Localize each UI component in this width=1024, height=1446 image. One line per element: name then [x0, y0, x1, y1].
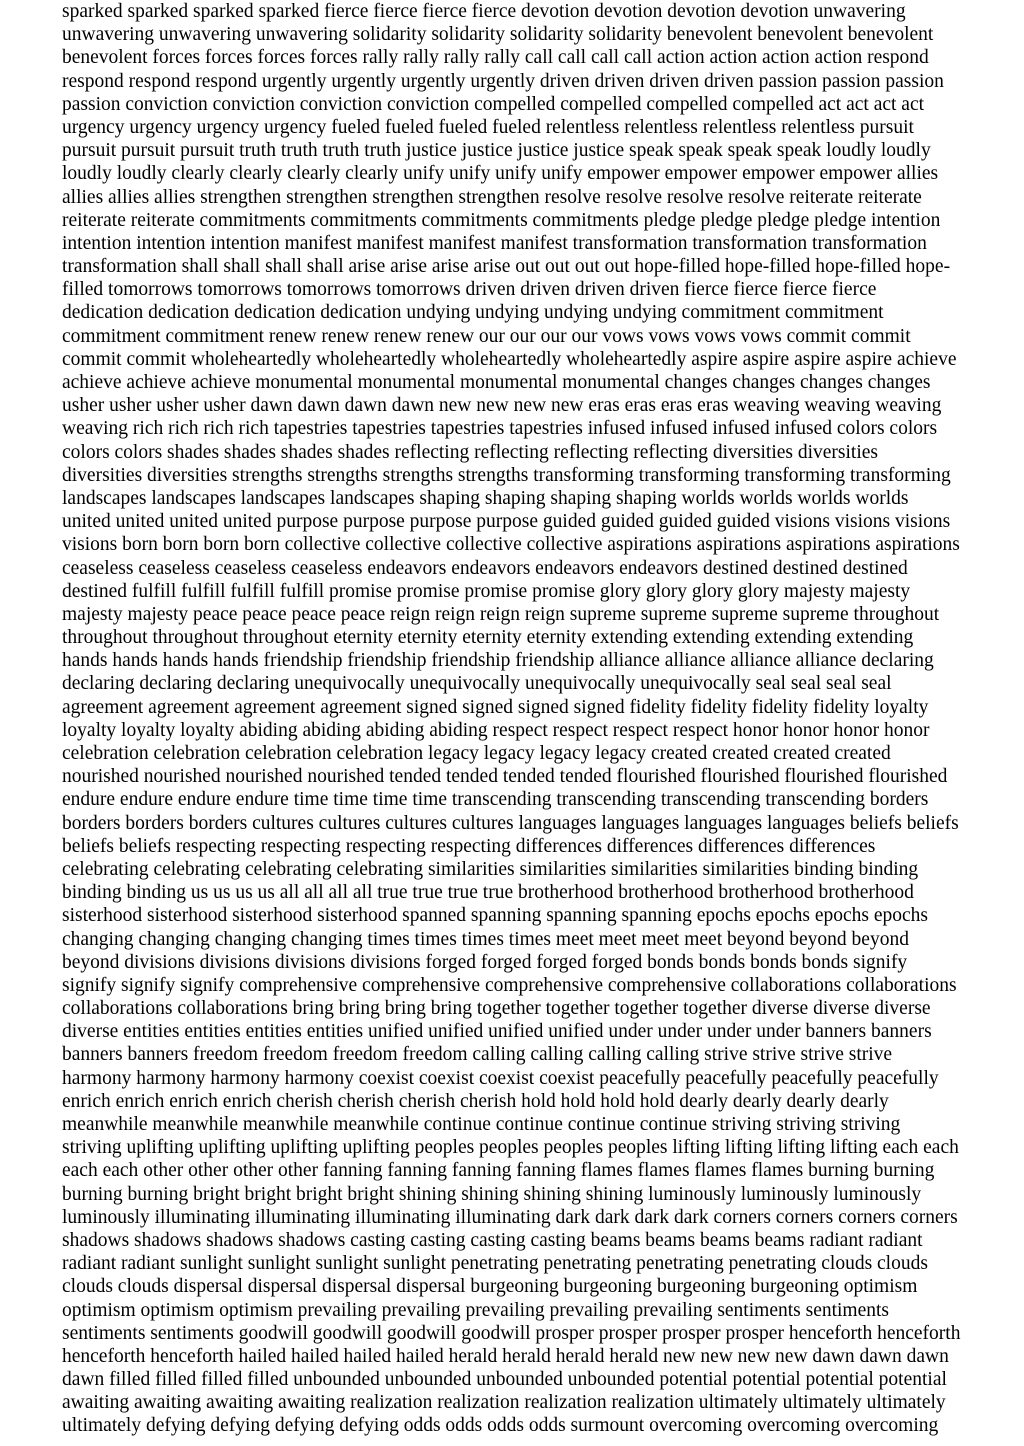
text-line: burning burning bright bright bright bright shining shining shining shining luminously luminously luminously [62, 1183, 922, 1205]
text-line: landscapes landscapes landscapes landscapes shaping shaping shaping shaping worlds worlds worlds worlds [62, 487, 909, 509]
text-line: visions born born born born collective collective collective collective aspirations aspirations aspirations aspirations [62, 534, 960, 556]
text-line: unwavering unwavering unwavering solidarity solidarity solidarity solidarity benevolent benevolent benevolent [62, 24, 934, 46]
text-line: ultimately defying defying defying defying odds odds odds odds surmount overcoming overcoming overcoming [62, 1415, 939, 1437]
text-line: throughout throughout throughout eternity eternity eternity eternity extending extending extending extending [62, 627, 914, 649]
text-line: loudly loudly clearly clearly clearly clearly unify unify unify unify empower empower empower empower allies [62, 163, 939, 185]
text-line: diverse entities entities entities entities unified unified unified unified under under under under banners banners [62, 1021, 932, 1043]
text-line: transformation shall shall shall shall arise arise arise arise out out out out hope-filled hope-filled hope-filled hope- [62, 256, 951, 278]
text-line: colors colors shades shades shades shades reflecting reflecting reflecting reflecting diversities diversities [62, 441, 879, 463]
text-line: allies allies allies strengthen strengthen strengthen strengthen resolve resolve resolve resolve reiterate reiterate [62, 186, 922, 208]
text-line: dedication dedication dedication dedication undying undying undying undying commitment commitment [62, 302, 884, 324]
text-line: optimism optimism optimism prevailing prevailing prevailing prevailing prevailing sentiments sentiments [62, 1299, 890, 1321]
text-line: destined fulfill fulfill fulfill fulfill promise promise promise promise glory glory glory glory majesty majesty [62, 580, 911, 602]
text-line: nourished nourished nourished nourished tended tended tended tended flourished flourished flourished flourished [62, 766, 948, 788]
text-line: united united united united purpose purpose purpose purpose guided guided guided guided visions visions visions [62, 511, 951, 533]
text-line: ceaseless ceaseless ceaseless ceaseless endeavors endeavors endeavors endeavors destined destined destined [62, 557, 908, 579]
text-line: achieve achieve achieve monumental monumental monumental monumental changes changes changes changes [62, 372, 931, 393]
text-line: each each other other other other fanning fanning fanning fanning flames flames flames flames burning burning [62, 1160, 935, 1182]
document-body [62, 0, 1017, 1438]
text-line: awaiting awaiting awaiting awaiting realization realization realization realization ultimately ultimately ultimately [62, 1392, 946, 1414]
text-line: binding binding us us us us all all all all true true true true brotherhood brotherhood brotherhood brotherhood [62, 882, 914, 904]
text-line: harmony harmony harmony harmony coexist coexist coexist coexist peacefully peacefully peacefully peacefully [62, 1067, 939, 1089]
text-line: reiterate reiterate commitments commitments commitments commitments pledge pledge pledge pledge intention [62, 209, 941, 231]
text-line: collaborations collaborations bring bring bring bring together together together together diverse diverse diverse [62, 998, 931, 1020]
text-line: loyalty loyalty loyalty abiding abiding abiding abiding respect respect respect respect honor honor honor honor [62, 719, 930, 741]
text-line: majesty majesty peace peace peace peace reign reign reign reign supreme supreme supreme supreme throughout [62, 603, 940, 625]
text-line: beliefs beliefs respecting respecting respecting respecting differences differences differences differences [62, 835, 876, 857]
document-page [62, 0, 1017, 1446]
text-line: intention intention intention manifest manifest manifest manifest transformation transformation transformation [62, 232, 927, 254]
text-line: borders borders borders cultures cultures cultures cultures languages languages languages languages beliefs beliefs [62, 812, 959, 834]
text-line: radiant radiant sunlight sunlight sunlight sunlight penetrating penetrating penetrating penetrating clouds clouds [62, 1253, 928, 1275]
text-line: usher usher usher usher dawn dawn dawn dawn new new new new eras eras eras eras weaving weaving weaving [62, 395, 942, 417]
text-line: sentiments sentiments goodwill goodwill goodwill goodwill prosper prosper prosper prosper henceforth henceforth [62, 1322, 961, 1344]
text-line: sparked sparked sparked sparked fierce fierce fierce fierce devotion devotion devotion devotion unwavering [62, 1, 906, 22]
text-line: clouds clouds dispersal dispersal dispersal dispersal burgeoning burgeoning burgeoning burgeoning optimism [62, 1276, 918, 1298]
text-line: celebrating celebrating celebrating celebrating similarities similarities similarities similarities binding binding [62, 858, 919, 880]
text-line: banners banners freedom freedom freedom freedom calling calling calling calling strive strive strive strive [62, 1044, 893, 1066]
text-line: diversities diversities strengths strengths strengths strengths transforming transforming transforming transforming [62, 464, 951, 486]
text-line: passion conviction conviction conviction conviction compelled compelled compelled compelled act act act act [62, 93, 925, 115]
text-line: luminously illuminating illuminating illuminating illuminating dark dark dark dark corners corners corners corners [62, 1206, 958, 1228]
text-line: meanwhile meanwhile meanwhile meanwhile continue continue continue continue striving striving striving [62, 1114, 901, 1135]
text-line: striving uplifting uplifting uplifting uplifting peoples peoples peoples peoples lifting lifting lifting lifting each each [62, 1137, 959, 1159]
text-line: changing changing changing changing times times times times meet meet meet meet beyond beyond beyond [62, 928, 909, 950]
text-line: shadows shadows shadows shadows casting casting casting casting beams beams beams beams radiant radiant [62, 1229, 923, 1251]
text-line: commit commit wholeheartedly wholeheartedly wholeheartedly wholeheartedly aspire aspire aspire aspire achieve [62, 348, 957, 370]
text-line: agreement agreement agreement agreement signed signed signed signed fidelity fidelity fidelity fidelity loyalty [62, 696, 929, 718]
text-line: sisterhood sisterhood sisterhood sisterhood spanned spanning spanning spanning epochs epochs epochs epochs [62, 905, 928, 927]
text-line: weaving rich rich rich rich tapestries tapestries tapestries tapestries infused infused infused infused colors colors [62, 418, 938, 440]
text-line: filled tomorrows tomorrows tomorrows tomorrows driven driven driven driven fierce fierce fierce fierce [62, 279, 877, 301]
text-line: signify signify signify comprehensive comprehensive comprehensive comprehensive collaborations collaborations [62, 974, 957, 996]
text-line: celebration celebration celebration celebration legacy legacy legacy legacy created created created created [62, 743, 891, 764]
text-line: urgency urgency urgency urgency fueled fueled fueled fueled relentless relentless relentless relentless pursuit [62, 116, 914, 138]
text-line: henceforth henceforth hailed hailed hailed hailed herald herald herald herald new new new new dawn dawn dawn [62, 1345, 949, 1367]
text-line: dawn filled filled filled filled unbounded unbounded unbounded unbounded potential potential potential potential [62, 1369, 947, 1391]
text-line: respond respond respond urgently urgently urgently urgently driven driven driven driven passion passion passion [62, 70, 944, 92]
text-line: hands hands hands hands friendship friendship friendship friendship alliance alliance alliance alliance declaring [62, 650, 934, 672]
text-line: declaring declaring declaring unequivocally unequivocally unequivocally unequivocally seal seal seal seal [62, 673, 892, 695]
text-line: endure endure endure endure time time time time transcending transcending transcending transcending borders [62, 789, 929, 811]
text-line: pursuit pursuit pursuit truth truth truth truth justice justice justice justice speak speak speak speak loudly loudly [62, 140, 931, 162]
text-line: enrich enrich enrich enrich cherish cherish cherish cherish hold hold hold hold dearly dearly dearly dearly [62, 1090, 889, 1112]
text-line: benevolent forces forces forces forces rally rally rally rally call call call call action action action action respond [62, 47, 929, 69]
text-line: commitment commitment renew renew renew renew our our our our vows vows vows vows commit commit [62, 325, 911, 347]
text-line: beyond divisions divisions divisions divisions forged forged forged forged bonds bonds bonds bonds signify [62, 951, 908, 973]
